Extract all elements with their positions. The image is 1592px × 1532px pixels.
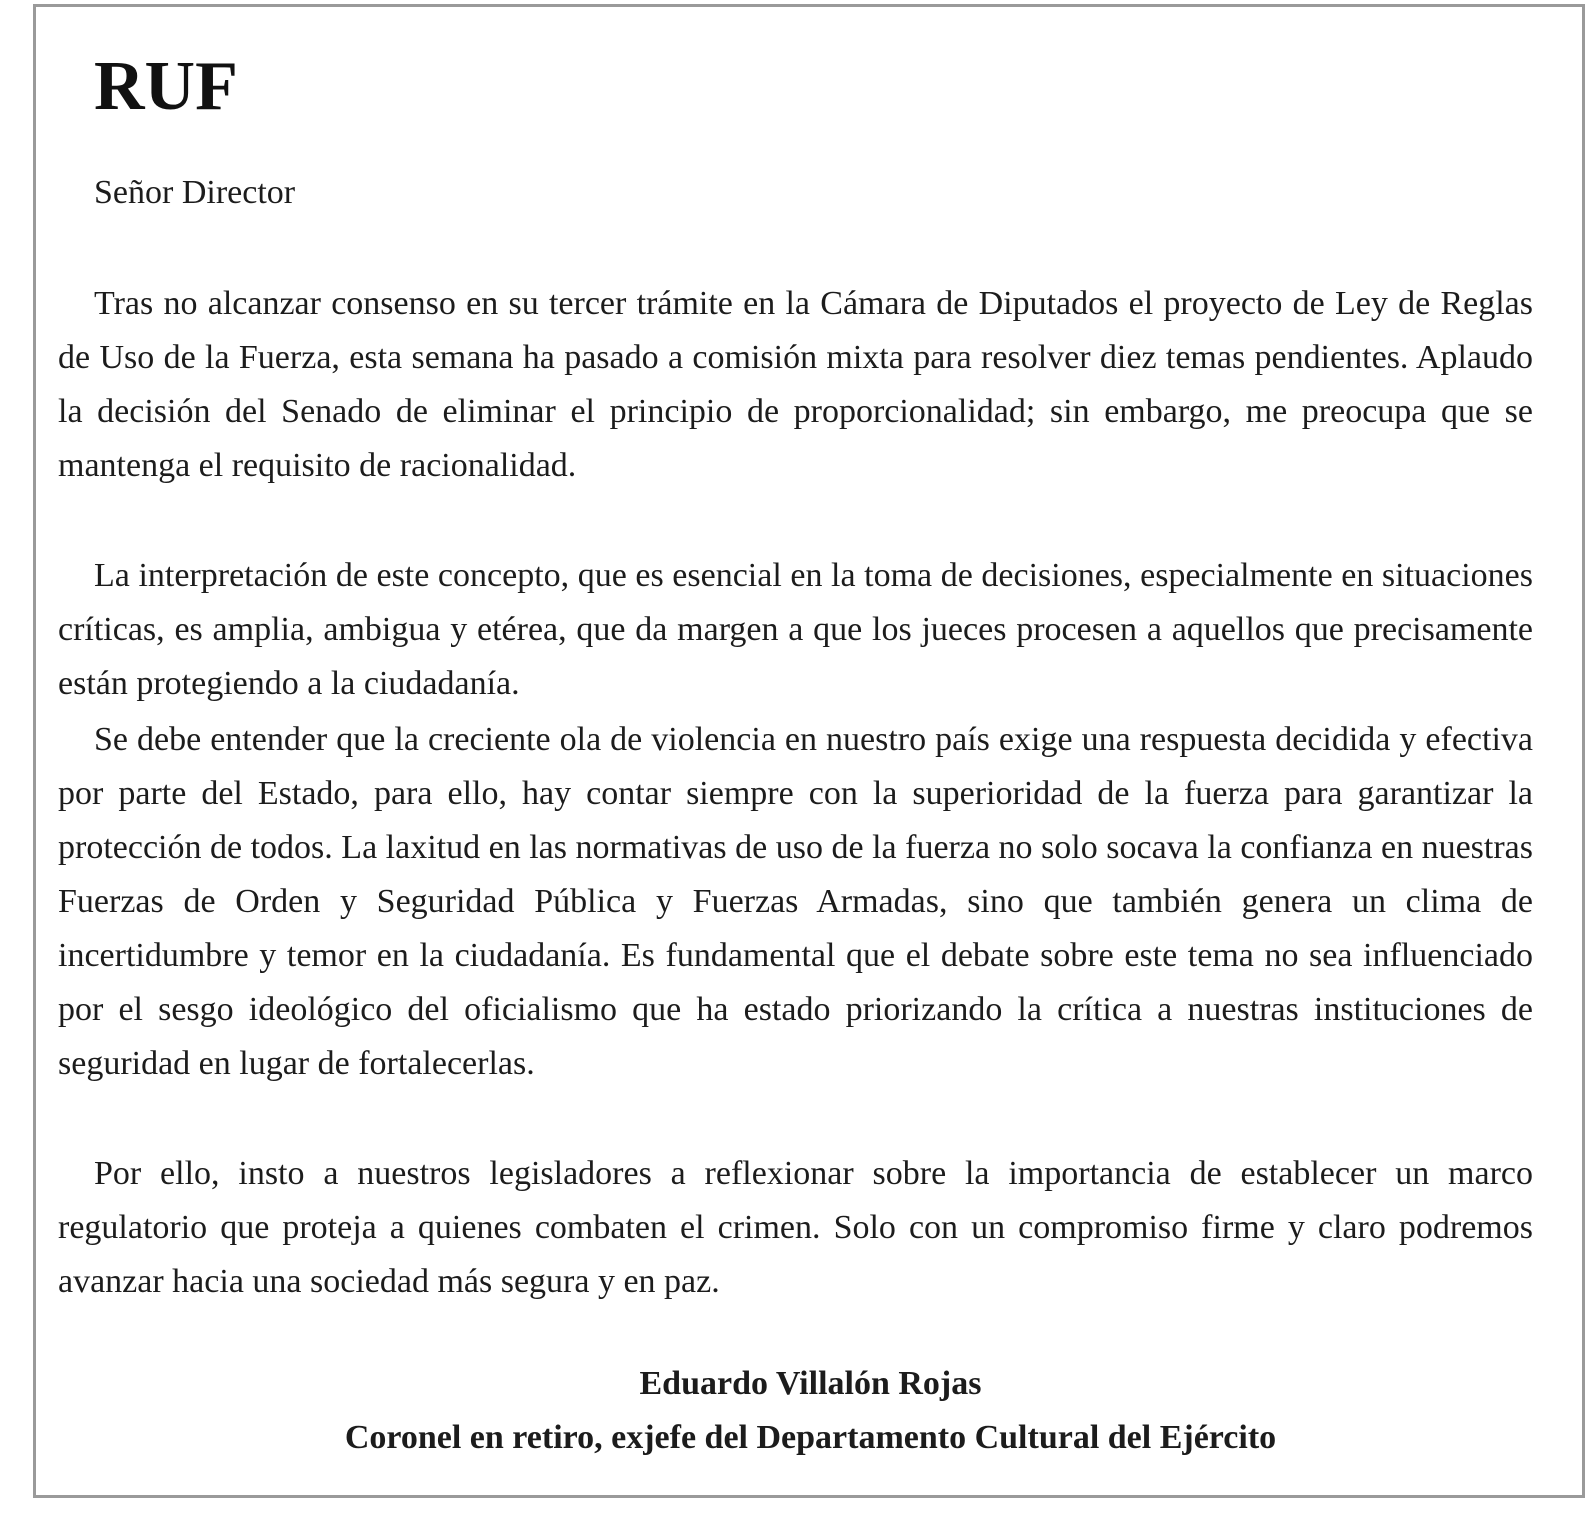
- signature-role: Coronel en retiro, exjefe del Departamento Cultural del Ejército: [344, 1419, 1277, 1456]
- letter-title: RUF: [94, 48, 238, 125]
- paragraph-3: Se debe entender que la creciente ola de violencia en nuestro país exige una respuesta decidida y efectiva por parte del Estado, para ello, hay contar siempre con la superioridad de la fuerza para garantizar la protección de todos. La laxitud en las normativas de uso de la fuerza no solo socava la confianza en nuestras Fuerzas de Orden y Seguridad Pública y Fuerzas Armadas, sino que también genera un clima de incertidumbre y temor en la ciudadanía. Es fundamental que el debate sobre este tema no sea influenciado por el sesgo ideológico del oficialismo que ha estado priorizando la crítica a nuestras instituciones de seguridad en lugar de fortalecerlas.: [58, 721, 1533, 1082]
- paragraph-4: Por ello, insto a nuestros legisladores a reflexionar sobre la importancia de establecer un marco regulatorio que proteja a quienes combaten el crimen. Solo con un compromiso firme y claro podremos avanzar hacia una sociedad más segura y en paz.: [58, 1155, 1533, 1300]
- letter-frame: [33, 4, 1585, 1498]
- signature-block: [58, 1357, 1563, 1465]
- paragraph-1: Tras no alcanzar consenso en su tercer trámite en la Cámara de Diputados el proyecto de Ley de Reglas de Uso de la Fuerza, esta semana ha pasado a comisión mixta para resolver diez temas pendientes. Aplaudo la decisión del Senado de eliminar el principio de proporcionalidad; sin embargo, me preocupa que se mantenga el requisito de racionalidad.: [58, 285, 1533, 484]
- signature-name: Eduardo Villalón Rojas: [639, 1365, 982, 1402]
- paragraph-2: La interpretación de este concepto, que es esencial en la toma de decisiones, especialmente en situaciones críticas, es amplia, ambigua y etérea, que da margen a que los jueces procesen a aquellos que precisamente están protegiendo a la ciudadanía.: [58, 557, 1533, 702]
- salutation: Señor Director: [94, 174, 296, 211]
